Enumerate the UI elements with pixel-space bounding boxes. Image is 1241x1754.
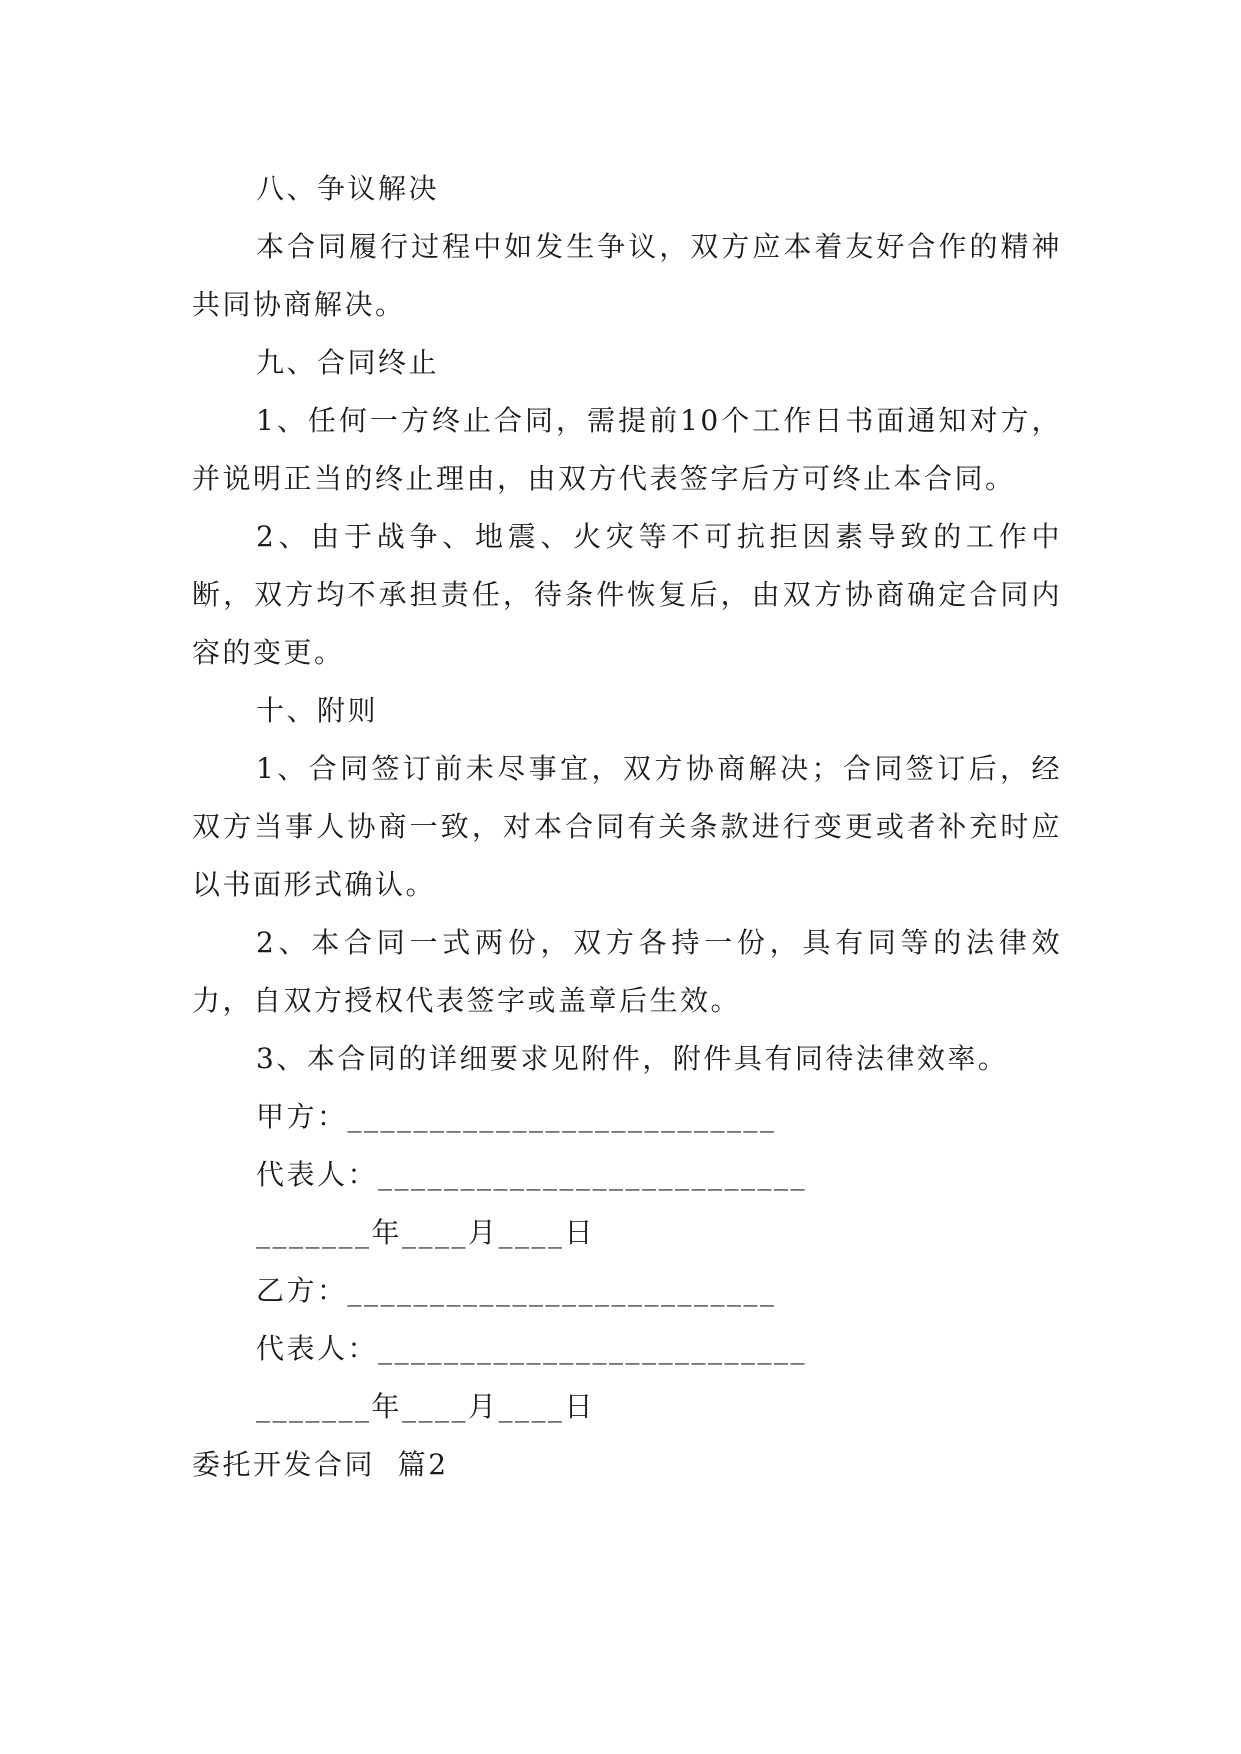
paragraph-termination-1: 1、任何一方终止合同，需提前10个工作日书面通知对方，并说明正当的终止理由，由双方代表签字后方可终止本合同。 bbox=[192, 404, 1062, 495]
party-b-rep-blank: __________________________ bbox=[378, 1332, 808, 1365]
month-blank: ____ bbox=[402, 1390, 469, 1423]
party-b-signature-line bbox=[192, 1262, 1062, 1320]
year-blank: _______ bbox=[256, 1216, 372, 1249]
section-heading-termination: 九、合同终止 bbox=[256, 346, 440, 379]
party-a-blank: __________________________ bbox=[347, 1100, 777, 1133]
party-b-rep-label: 代表人： bbox=[256, 1332, 379, 1365]
day-label: 日 bbox=[564, 1216, 596, 1249]
year-label: 年 bbox=[371, 1216, 403, 1249]
party-a-label: 甲方： bbox=[256, 1100, 348, 1133]
party-a-date-line bbox=[192, 1204, 1062, 1262]
paragraph-supplementary-3: 3、本合同的详细要求见附件，附件具有同待法律效率。 bbox=[256, 1042, 1009, 1075]
party-b-representative-line bbox=[192, 1320, 1062, 1378]
day-label: 日 bbox=[564, 1390, 596, 1423]
paragraph-termination-2: 2、由于战争、地震、火灾等不可抗拒因素导致的工作中断，双方均不承担责任，待条件恢复后，由双方协商确定合同内容的变更。 bbox=[192, 520, 1062, 669]
day-blank: ____ bbox=[498, 1390, 565, 1423]
paragraph-supplementary-1: 1、合同签订前未尽事宜，双方协商解决；合同签订后，经双方当事人协商一致，对本合同有关条款进行变更或者补充时应以书面形式确认。 bbox=[192, 752, 1062, 901]
month-label: 月 bbox=[468, 1390, 499, 1423]
section-heading-dispute: 八、争议解决 bbox=[256, 172, 440, 205]
year-blank: _______ bbox=[256, 1390, 372, 1423]
paragraph-dispute-resolution: 本合同履行过程中如发生争议，双方应本着友好合作的精神共同协商解决。 bbox=[192, 230, 1062, 321]
party-b-date-line bbox=[192, 1378, 1062, 1436]
party-a-rep-label: 代表人： bbox=[256, 1158, 379, 1191]
party-b-label: 乙方： bbox=[256, 1274, 348, 1307]
paragraph-supplementary-2: 2、本合同一式两份，双方各持一份，具有同等的法律效力，自双方授权代表签字或盖章后生效。 bbox=[192, 926, 1062, 1017]
section-heading-supplementary: 十、附则 bbox=[256, 694, 379, 727]
party-a-rep-blank: __________________________ bbox=[378, 1158, 808, 1191]
party-b-blank: __________________________ bbox=[347, 1274, 777, 1307]
month-label: 月 bbox=[468, 1216, 499, 1249]
party-a-signature-line bbox=[192, 1088, 1062, 1146]
year-label: 年 bbox=[371, 1390, 403, 1423]
party-a-representative-line bbox=[192, 1146, 1062, 1204]
day-blank: ____ bbox=[498, 1216, 565, 1249]
document-body bbox=[192, 160, 1062, 1494]
next-document-title: 委托开发合同 篇2 bbox=[192, 1448, 449, 1481]
month-blank: ____ bbox=[402, 1216, 469, 1249]
